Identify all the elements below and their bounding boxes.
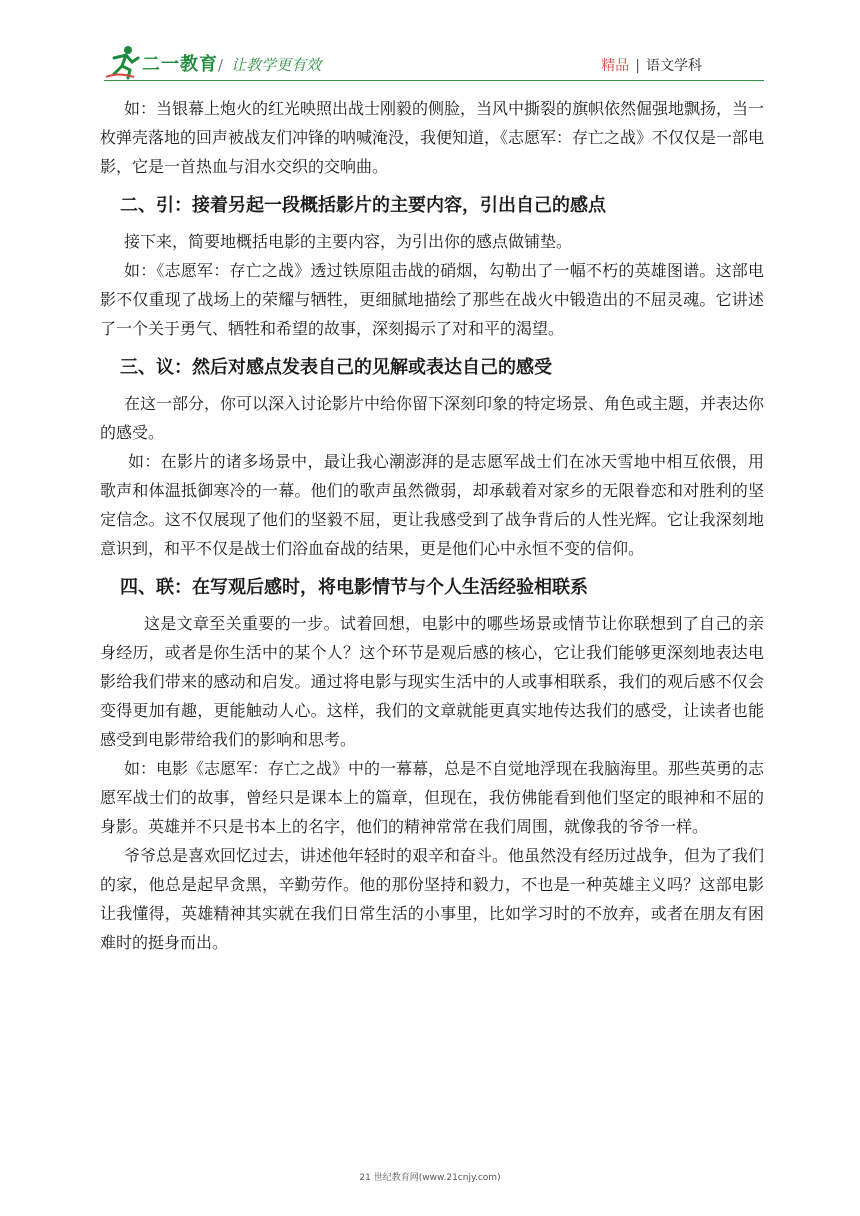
quality-tag: 精品 <box>601 58 630 74</box>
section-heading-2: 二、引：接着另起一段概括影片的主要内容，引出自己的感点 <box>120 195 606 216</box>
paragraph-grandpa-story: 爷爷总是喜欢回忆过去，讲述他年轻时的艰辛和奋斗。他虽然没有经历过战争，但为了我们的家，他总是起早贪黑，辛勤劳作。他的那份坚持和毅力，不也是一种英雄主义吗？这部电影让我懂得，英雄精神其实就在我们日常生活的小事里，比如学习时的不放弃，或者在朋友有困难时的挺身而出。 <box>100 846 765 952</box>
section-heading-4: 四、联：在写观后感时，将电影情节与个人生活经验相联系 <box>120 577 588 598</box>
paragraph-discuss-guide: 在这一部分，你可以深入讨论影片中给你留下深刻印象的特定场景、角色或主题，并表达你的感受。 <box>100 394 765 442</box>
site-slogan <box>218 54 321 75</box>
slogan-text: 让教学更有效 <box>231 56 322 74</box>
document-body <box>100 94 764 957</box>
subject-tag: 语文学科 <box>646 58 702 74</box>
page-footer: 21 世纪教育网(www.21cnjy.com) <box>359 1173 501 1183</box>
header-tags <box>601 55 702 75</box>
paragraph-summary-example: 如：《志愿军：存亡之战》透过铁原阻击战的硝烟，勾勒出了一幅不朽的英雄图谱。这部电影不仅重现了战场上的荣耀与牺牲，更细腻地描绘了那些在战火中锻造出的不屈灵魂。它讲述了一个关于勇气、牺牲和希望的故事，深刻揭示了对和平的渴望。 <box>100 261 764 338</box>
running-figure-icon <box>104 44 144 80</box>
tag-divider: | <box>635 58 640 74</box>
paragraph-discuss-example: 如：在影片的诸多场景中，最让我心潮澎湃的是志愿军战士们在冰天雪地中相互依偎，用歌声和体温抵御寒冷的一幕。他们的歌声虽然微弱，却承载着对家乡的无限眷恋和对胜利的坚定信念。这不仅展现了他们的坚毅不屈，更让我感受到了战争背后的人性光辉。它让我深刻地意识到，和平不仅是战士们浴血奋战的结果，更是他们心中永恒不变的信仰。 <box>100 452 764 558</box>
paragraph-example-intro: 如：当银幕上炮火的红光映照出战士刚毅的侧脸，当风中撕裂的旗帜依然倔强地飘扬，当一枚弹壳落地的回声被战友们冲锋的呐喊淹没，我便知道，《志愿军：存亡之战》不仅仅是一部电影，它是一首热血与泪水交织的交响曲。 <box>100 99 765 176</box>
header-divider-line <box>104 80 764 81</box>
paragraph-summary-guide: 接下来，简要地概括电影的主要内容，为引出你的感点做铺垫。 <box>124 232 573 251</box>
site-logo[interactable] <box>104 44 234 82</box>
logo-text: 二一教育 <box>142 54 218 75</box>
section-heading-3: 三、议：然后对感点发表自己的见解或表达自己的感受 <box>120 357 552 378</box>
page-header <box>0 0 860 90</box>
paragraph-connect-example: 如：电影《志愿军：存亡之战》中的一幕幕，总是不自觉地浮现在我脑海里。那些英勇的志愿军战士们的故事，曾经只是课本上的篇章，但现在，我仿佛能看到他们坚定的眼神和不屈的身影。英雄并不只是书本上的名字，他们的精神常常在我们周围，就像我的爷爷一样。 <box>100 759 765 836</box>
paragraph-connect-guide: 这是文章至关重要的一步。试着回想，电影中的哪些场景或情节让你联想到了自己的亲身经历，或者是你生活中的某个人？这个环节是观后感的核心，它让我们能够更深刻地表达电影给我们带来的感动和启发。通过将电影与现实生活中的人或事相联系，我们的观后感不仅会变得更加有趣，更能触动人心。这样，我们的文章就能更真实地传达我们的感受，让读者也能感受到电影带给我们的影响和思考。 <box>100 614 764 749</box>
slogan-separator: / <box>218 56 224 74</box>
